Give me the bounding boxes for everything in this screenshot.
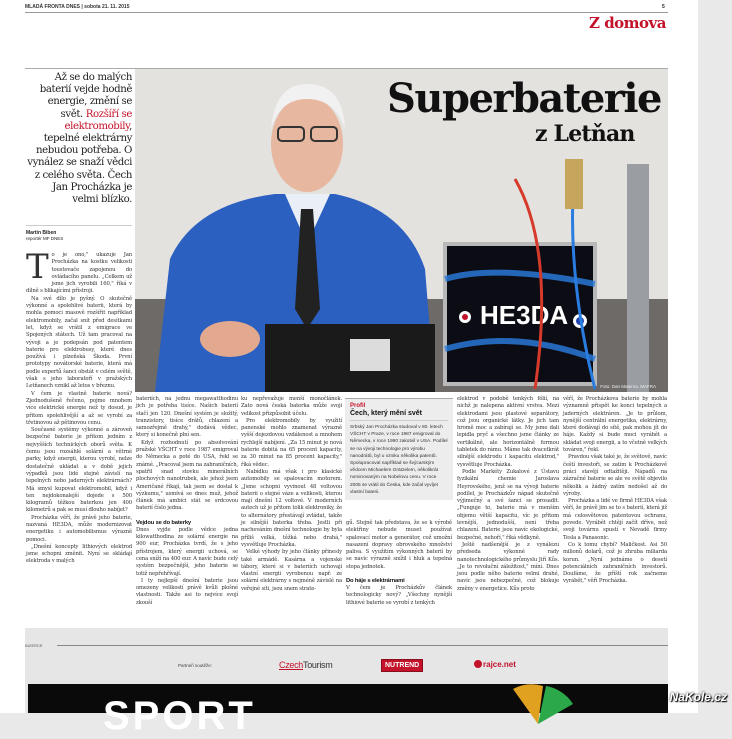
section-title: Z domova [589, 14, 666, 32]
profile-label: Profil [350, 403, 366, 409]
nutrend-logo[interactable]: NUTREND [381, 659, 423, 672]
battery-label: HE3DA [480, 300, 569, 330]
paragraph: elektrod v podobě tenkých fólií, na nichž je nalepena aktivní vrstva. Mezi elektrodami jsou plastové separátory, což jsou organické látky. Je jich tam hromě moc a zabírají se. My jsme dali lepidla pryč a všechno jsme články ze vertikálně, ale horizontálně formou tabletek do rámu. Máme tak dvacetkrát silnější elektrodu i kapacitu elektrod," vysvětluje Procházka. [457, 396, 559, 468]
tomato-icon [474, 660, 482, 668]
subheading: Vejdou se do baterky [136, 519, 191, 526]
article-subtitle: z Letňan [535, 121, 635, 147]
paragraph: V čem je vlastně baterie nová? Zjednodušeně řečeno, pojme mnohem více elektrické energie než ty dosud, je přitom spolehlivější a až se vyrobí za třetinovou až pětinovou cenu. [26, 390, 132, 426]
masthead: MLADÁ FRONTA DNES | sobota 21. 11. 2015 [25, 4, 130, 10]
paragraph: Když rozhodnutí po absolvování pražské VŠCHT v roce 1987 emigroval do Německa a poté do USA, řekl se známé. „Pracoval jsem na zahraničních, spatřil snad stovku minerálních plochových nanotrubek, ale jehož jsem Američané říkají, tak jsem se dostal k výzkumu," usmívá se dnes muž, jehož článek má ambici stát se srdcovou baterií číslo jedna. [136, 439, 238, 512]
subheading: Do háje s elektrárnami [346, 578, 405, 585]
partners-label: Partneři soutěže: [178, 663, 213, 668]
logo-text: Czech [279, 660, 304, 670]
lead-link[interactable]: Rozšíří se elektromobily [64, 108, 132, 132]
paragraph: věří, že Procházkova baterie by mohla významně přispět ke konci tepelných a jaderných elektráren. „Je to průlom, nynější centrální energetika, elektrárny, které dodávají do sítě, pak mohou jít do háje. Každý si bude moci vyrábět a skládat svoji energii, a to včetně velkých továren," řekl. [563, 396, 667, 454]
article-column-5 [457, 396, 559, 624]
article-column-1 [26, 247, 132, 624]
paragraph: Podle Markéty Zukalové z Ústavu fyzikální chemie Jaroslava Heyrovského, jenž se na vývoji baterie podílel, je Procházkův nápad skutečně výjimečný a své šanci se prosadit. „Funguje to, baterie má v menším objemu větší kapacitu, víc je přitom levnější, jednodušší, není třeba chlazení. Baterie jsou navíc ekologické, bezpečné, nehoří," říká vědkyně. [457, 468, 559, 541]
author-role: reportér MF DNES [26, 236, 64, 241]
paragraph: Dnes vyjde podle vědce jedna kilowatthodina ze solární energie na 900 eur, Procházka tvrdí, že s jeho přístrojem, který energii uchová, se cena sníží na 400 eur. A navíc bude celý systém bezpečnější, jeho baterie se totiž nepřehřívají. [136, 526, 238, 577]
sport-banner[interactable] [28, 684, 668, 738]
paragraph: Procházka věří, že právě jeho baterie, nazvaná HE3DA, může modernizovat energetiku i automobilismus výrazně pomoci. [26, 514, 132, 543]
paragraph: „Dnešní koncepty lithiových elektrod jsme schopni změnit. Nyní se skládají elektroda v malých [26, 543, 132, 565]
photo-credit: Foto: Dan Materna, MAFRA [600, 384, 656, 389]
watermark: NaKole.cz [669, 690, 727, 704]
article-title: Superbaterie [387, 75, 661, 122]
paragraph: Procházka a lidé ve firmě HE3DA však věří, že právě jim se to s baterií, která již má celosvětovou patentovou ochranu, povede. Vyrábět chtějí začít dříve, než svoji továrnu spustí v Nevadě firmy Tesla a Panasonic. [563, 498, 667, 541]
article-lead [26, 72, 132, 206]
paragraph: Nabídku má však i pro klasické automobily se spalovacím motorem. „Jsme schopni vyvinout 48 voltovou baterii o stejné váze a velikosti, kterou mají dnešní 12 voltové. V moderních autech už je přitom tolik elektroniky, že to alternátory přestávají zvládat, takže je silnější baterka třeba. Jestli při nacheváním dnešní technologie by byla příliš velká, těžká nebo drahá," vysvětluje Procházka. [241, 468, 342, 548]
profile-title: Čech, který mění svět [350, 410, 448, 421]
profile-text: Srbský Jan Procházka studoval v 80. letech VŠCHT v Praze, v roce 1987 emigroval do Německa, v roce 1990 zakotvil v USA. Podílel se na vývoji technologie pro výrobu nanodrátů, byl u vzniku několika patentů. Spolupracoval například se švýcarským vědcem Michaelem Grätzelem, několikrát nominovaným na Nobelovu cenu. V roce 2005 se vrátil do Česka, kde začal vyvíjet vlastní baterii. [350, 425, 448, 495]
paragraph: gů. Stejně tak představa, že se k výrobě elektřiny nebude muset používat spalovací motor a generátor, což umožní nasazení dopravy obrovského množství paliva. S využitím výkonných baterií by se navíc výrazně snížil i hluk a tepelná stopa jednotek. [346, 520, 452, 570]
divider [57, 645, 668, 646]
paragraph: V čem je Procházkův článek technologicky nový? „Všechny nynější lithiové baterie se vyrobí z tenkých [346, 585, 452, 606]
lead-text: Až se do malých baterií vejde hodně energie, změní se svět. [39, 72, 132, 120]
paragraph: I ty nejlepší dnešní baterie jsou omezeny velikostí právě kvůli plošné vlastnosti. Takže asi to nejvíce svojí zkouší [136, 577, 238, 606]
logo-text: rajce.net [483, 660, 516, 669]
paragraph: Na své dílo je pyšný. O skutečně výkonné a spolehlivé baterii, která by mohla pomoci masově rozšířit například elektromobily, začal snít před desítkami let, když se vrátil z emigrace ve Spojených státech. Už tam pracoval na vývoji a je podepsán pod patentem baterie pro elektrobusy, které dnes používá i plzeňská Škoda. První prototypy novátorské baterie, která má podle expertů šanci obstát v celém světě, však s jeho laboratoří v pražských Letňanech vznikl až letos v březnu. [26, 295, 132, 390]
rajce-logo[interactable] [474, 660, 516, 669]
profile-box [345, 398, 453, 500]
paragraph: bateriích, na jednu megawatthodinu jich je potřeba tisíce. Našich baterií stačí jen 120. Dnešní systém je složitý, tranzistory, tisíce drátů, chlazení a samozřejmě drahý," dodává vědec, který si konečně plní sen. [136, 396, 238, 439]
paragraph: o je ono," ukazuje Jan Procházka na kostku velikosti toustovače zapojenou do ovládacího panelu. „Celkem už jsme jich vyrobili 160," říká v dílně s blikajícími přístroji. [26, 252, 132, 295]
article-photo [135, 69, 668, 392]
divider [25, 12, 668, 13]
article-column-3 [241, 396, 342, 624]
article-column-6 [563, 396, 667, 624]
czechtourism-logo[interactable] [279, 660, 332, 670]
circle-logo-icon [498, 684, 578, 713]
paragraph: Velké výhody by jeho články přinesly také armádě. Kasárna a vojenské tábory, které si v bateriích uchovají vlastní energii vyrobenou např. ze solární elektrárny s nejméně závislé na veřejné síti, jsou snem strate- [241, 549, 342, 592]
ad-label: INZERCE [25, 643, 43, 648]
paragraph: Pravdou však také je, že světově, navíc čeští investoři, se zatím k Procházkově práci stavějí odtažitěji. Nápadů na zázračné baterie se ale ve světě objevilo několik a žádný zatím nedošel až do výroby. [563, 454, 667, 497]
page-number: 5 [662, 4, 665, 10]
lead-text: , tepelné elektrárny nebudou potřeba. O vynález se snaží vědci z celého světa. Čech Jan Procházka je velmi blízko. [27, 120, 132, 206]
paragraph: Ještě nadšenější je z vynálezu předseda výkonné rady nanotechnologického průmyslu Jiří Kůs. „Je to revoluční záležitost," míní. Dnes jsou podle něho baterie velmi drahé, navíc jsou nebezpečné, což blokuje změny v energetice. Kůs proto [457, 541, 559, 592]
author-name: Martin Biben [26, 230, 57, 236]
paragraph: ku nepřevažuje menší monočlánek. Zato nová česká baterka může svoji velikost přizpůsobit účelu. [241, 396, 342, 417]
paragraph: Pro elektromobily by využití panenské mohlo znamenat výrazně vyšší dojezdovou vzdálenost a mnohem rychlejší nabíjení. „Za 15 minut je nová baterie dobitá na 65 procent kapacity, za 30 minut na 85 procent kapacity," říká vědec. [241, 417, 342, 468]
paragraph: Současné systémy výkonné a zároveň bezpečné baterie je přitom jedním z nejvyšších technických oborů světa. K čemu jsou rozsáhlé solární a větrné parky, když energii, kterou vyrobí, nelze dostatečně ukládat a v době jejich výpadků jsou lidé stejně závislí na tepelných nebo jaderných elektrárnách? Má smysl kupovat elektromobil, když i ten nejdokonalejší dojede s 500 kilogramů těžkou baterkou jen 400 kilometrů a pak se musí dlouho nabíjet? [26, 427, 132, 514]
article-column-4 [346, 520, 452, 624]
article-column-2 [136, 396, 238, 624]
drop-cap: T [26, 247, 49, 287]
banner-text: SPORT [103, 694, 256, 738]
paragraph: Co k tomu chybí? Maličkost. Asi 50 milionů dolarů, což je zhruba miliarda korun. „Nyní jednáme o desetí potenciálních zahraničních investorů. Doufáme, že příští rok začneme vyrábět," věří Procházka. [563, 541, 667, 585]
byline [26, 225, 132, 241]
logo-text: Tourism [303, 660, 333, 670]
